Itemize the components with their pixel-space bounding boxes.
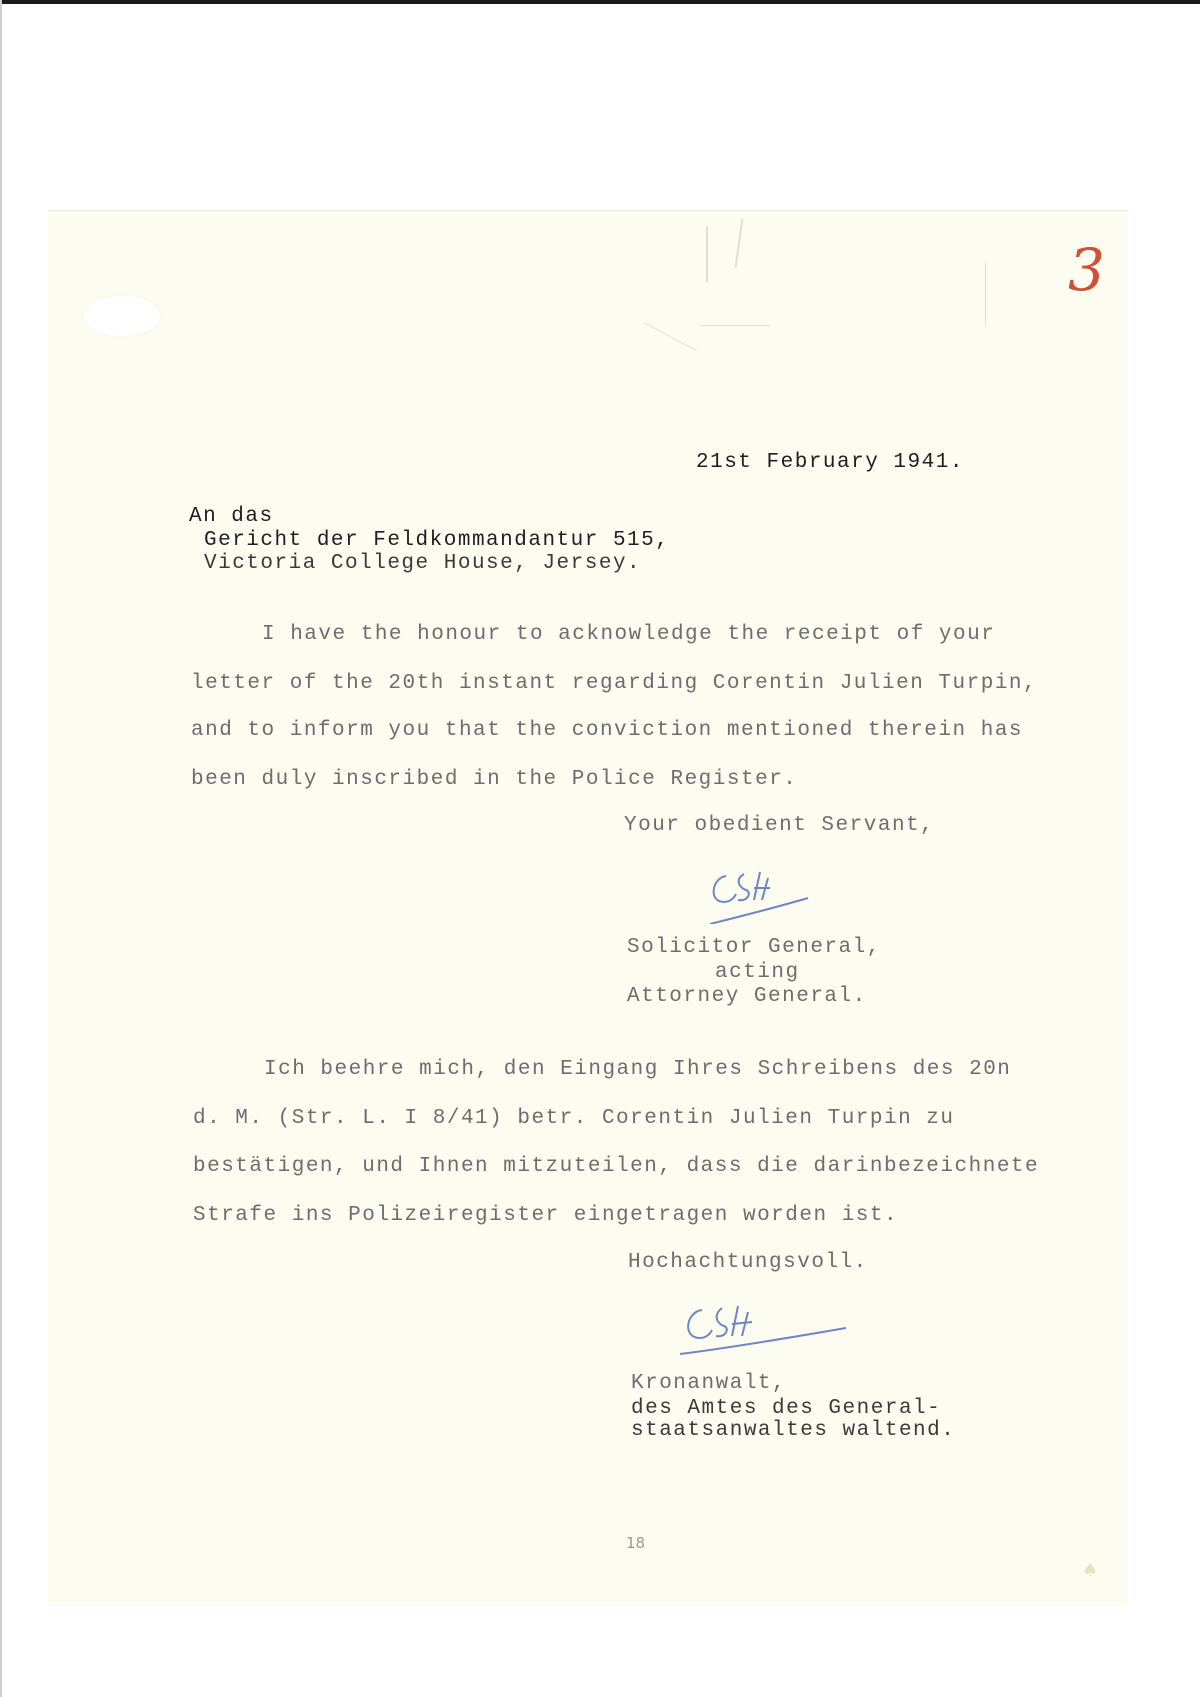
german-body-line-1: Ich beehre mich, den Eingang Ihres Schreibens des 20n xyxy=(264,1058,1012,1081)
letter-sheet xyxy=(48,210,1128,1606)
english-signatory-line-3: Attorney General. xyxy=(627,985,867,1008)
faint-stamp-mark: ♠ xyxy=(1082,1560,1099,1581)
signature-german xyxy=(678,1304,848,1364)
page-folio-number: 3 xyxy=(1068,236,1105,304)
english-closing: Your obedient Servant, xyxy=(624,814,935,837)
signature-english xyxy=(704,868,814,924)
punch-hole xyxy=(84,296,160,336)
recipient-line-2: Gericht der Feldkommandantur 515, xyxy=(204,529,670,552)
recipient-line-1: An das xyxy=(189,505,274,528)
letter-date: 21st February 1941. xyxy=(696,451,964,474)
scan-top-edge xyxy=(0,0,1200,4)
german-body-line-2: d. M. (Str. L. I 8/41) betr. Corentin Julien Turpin zu xyxy=(193,1107,955,1130)
german-closing: Hochachtungsvoll. xyxy=(628,1251,868,1274)
scan-left-edge xyxy=(0,0,2,1697)
english-body-line-4: been duly inscribed in the Police Register. xyxy=(191,768,798,791)
german-signatory-line-3: staatsanwaltes waltend. xyxy=(631,1419,956,1442)
german-body-line-4: Strafe ins Polizeiregister eingetragen worden ist. xyxy=(193,1204,899,1227)
german-body-line-3: bestätigen, und Ihnen mitzuteilen, dass die darinbezeichnete xyxy=(193,1155,1040,1178)
crease-mark xyxy=(985,262,986,326)
crease-mark xyxy=(706,226,708,282)
crease-mark xyxy=(700,325,770,326)
english-body-line-1: I have the honour to acknowledge the receipt of your xyxy=(262,623,996,646)
german-signatory-line-2: des Amtes des General- xyxy=(631,1397,942,1420)
german-signatory-line-1: Kronanwalt, xyxy=(631,1372,787,1395)
english-signatory-line-1: Solicitor General, xyxy=(627,936,881,959)
english-body-line-3: and to inform you that the conviction mentioned therein has xyxy=(191,719,1024,742)
recipient-line-3: Victoria College House, Jersey. xyxy=(204,552,642,575)
english-signatory-line-2: acting xyxy=(715,961,800,984)
english-body-line-2: letter of the 20th instant regarding Corentin Julien Turpin, xyxy=(191,672,1038,695)
pencil-archive-number: 18 xyxy=(626,1534,646,1552)
